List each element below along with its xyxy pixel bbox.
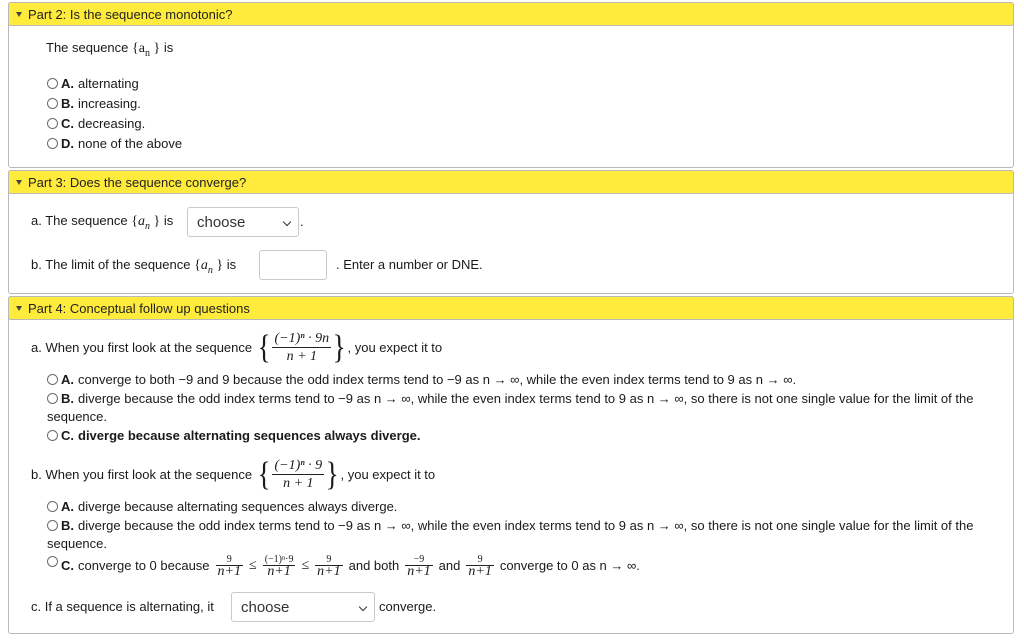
collapse-triangle-icon <box>16 180 22 185</box>
radio-button[interactable] <box>47 501 58 512</box>
radio-button[interactable] <box>47 78 58 89</box>
part2-question: The sequence {$a_n$ } is <box>46 40 174 59</box>
fraction: $\frac{9}{n+1}$ <box>217 554 241 579</box>
limit-hint: . Enter a number or DNE. <box>336 257 483 272</box>
radio-button[interactable] <box>47 374 58 385</box>
radio-button[interactable] <box>47 138 58 149</box>
convergence-select[interactable]: choose <box>187 207 299 237</box>
part4-title: Part 4: Conceptual follow up questions <box>28 300 250 316</box>
part2-option-c[interactable]: C. decreasing. <box>47 116 145 131</box>
fraction: $\frac{\text{(−1)ⁿ·9}}{n+1}$ <box>264 554 294 579</box>
fraction: $\frac{-9}{n+1}$ <box>407 554 431 579</box>
part3-title: Part 3: Does the sequence converge? <box>28 174 247 190</box>
radio-button[interactable] <box>47 520 58 531</box>
part4b-option-a[interactable]: A. diverge because alternating sequences always diverge. <box>47 499 397 514</box>
part2-option-d[interactable]: D. none of the above <box>47 136 182 151</box>
part4b-option-c[interactable]: C. converge to 0 because $\frac{9}{n+1}$ ≤ $\frac{\text{(−1)ⁿ·9}}{n+1}$ ≤ $\frac{9}{n+1}$ and both $\frac{-9}{n+1}$ and $\frac{9}{n+1}$ converge to 0 as n → ∞. <box>47 554 640 577</box>
radio-button[interactable] <box>47 393 58 404</box>
sequence-notation: {$a_n$ } <box>132 41 161 59</box>
part2-section <box>8 2 1014 168</box>
collapse-triangle-icon <box>16 12 22 17</box>
part3-header[interactable] <box>8 170 1014 194</box>
fraction: $\frac{9}{n+1}$ <box>317 554 341 579</box>
limit-input[interactable] <box>259 250 327 280</box>
radio-button[interactable] <box>47 118 58 129</box>
part4-question-b: b. When you first look at the sequence { $\frac{\text{(−1)ⁿ · 9}}{n + 1}$ } , you expect it to <box>31 455 436 493</box>
part2-option-a[interactable]: A. alternating <box>47 76 139 91</box>
fraction: $\frac{9}{n+1}$ <box>468 554 492 579</box>
left-brace: { <box>257 328 271 366</box>
radio-button[interactable] <box>47 98 58 109</box>
sequence-fraction: $\frac{\text{(−1)ⁿ · 9n}}{n + 1}$ <box>274 331 330 364</box>
part4-header[interactable] <box>8 296 1014 320</box>
part4a-option-c[interactable]: C. diverge because alternating sequences always diverge. <box>47 428 421 443</box>
sequence-notation: {$a_n$ } <box>194 258 224 276</box>
part2-header[interactable] <box>8 2 1014 26</box>
sequence-fraction: $\frac{\text{(−1)ⁿ · 9}}{n + 1}$ <box>274 458 323 491</box>
part4-section: Part 4: Conceptual follow up questions a. When you first look at the sequence { $\frac{\text{(−1)ⁿ · 9n}}{n + 1}$ } , you expect it to A. converge to both −9 and 9 because the odd index terms tend to −9 as n → ∞, while the even index terms tend to 9 as n → ∞. B. diverge because the odd index terms tend to −9 as n → ∞, while the even index terms tend to 9 as n → ∞, so there is not one single value for the limit of the sequence. C. diverge because alternating sequences always diverge. b. When you first look at the sequence { $\frac{\text{(−1)ⁿ · 9}}{n + 1}$ } , you expect it to A. diverge because alternating sequences always diverge. B. diverge because the odd index terms tend to −9 as n → ∞, while the even index terms tend to 9 as n → ∞, so there is not one single value for the limit of the sequence. C. converge to 0 because $\frac{9}{n+1}$ ≤ $\frac{\text{(−1)ⁿ·9}}{n+1}$ ≤ $\frac{9}{n+1}$ and both $\frac{-9}{n+1}$ and $\frac{9}{n+1}$ converge to 0 as n → ∞. c. If a sequence is alternating, it choose converge. <box>8 296 1014 634</box>
part4-question-a: a. When you first look at the sequence { $\frac{\text{(−1)ⁿ · 9n}}{n + 1}$ } , you expect it to <box>31 328 443 366</box>
sequence-notation: {$a_n$ } <box>131 214 161 232</box>
part4a-option-a[interactable]: A. converge to both −9 and 9 because the odd index terms tend to −9 as n → ∞, while the even index terms tend to 9 as n → ∞. <box>47 372 796 387</box>
collapse-triangle-icon <box>16 306 22 311</box>
part2-option-b[interactable]: B. increasing. <box>47 96 141 111</box>
alternating-select[interactable]: choose <box>231 592 375 622</box>
chevron-down-icon <box>283 218 291 226</box>
radio-button[interactable] <box>47 556 58 567</box>
left-brace: { <box>257 455 271 493</box>
right-brace: } <box>325 455 339 493</box>
part3-question-b: b. The limit of the sequence {$a_n$ } is <box>31 257 237 276</box>
part4-question-c: c. If a sequence is alternating, it <box>31 599 214 614</box>
part3-section: Part 3: Does the sequence converge? a. The sequence {$a_n$ } is choose . b. The limit of the sequence {$a_n$ } is . Enter a number or DNE. <box>8 170 1014 294</box>
right-brace: } <box>332 328 346 366</box>
part4b-option-b[interactable]: B. diverge because the odd index terms tend to −9 as n → ∞, while the even index terms tend to 9 as n → ∞, so there is not one single value for the limit of the sequence. <box>47 518 974 551</box>
chevron-down-icon <box>359 603 367 611</box>
part2-title: Part 2: Is the sequence monotonic? <box>28 6 233 22</box>
part4a-option-b[interactable]: B. diverge because the odd index terms tend to −9 as n → ∞, while the even index terms tend to 9 as n → ∞, so there is not one single value for the limit of the sequence. <box>47 391 974 424</box>
part3-question-a: a. The sequence {$a_n$ } is <box>31 213 174 232</box>
radio-button[interactable] <box>47 430 58 441</box>
